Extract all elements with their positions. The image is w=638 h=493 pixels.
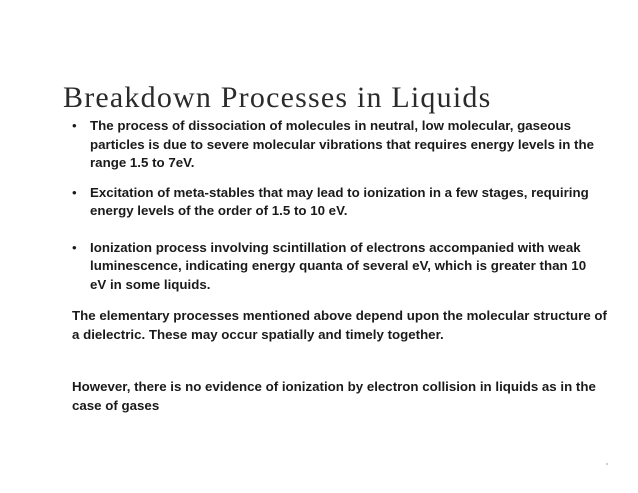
bullet-text: Ionization process involving scintillation of electrons accompanied with weak luminescence, indicating energy quanta of several eV, which is greater than 10 eV in some liquids. — [90, 239, 587, 292]
corner-mark — [606, 463, 608, 465]
bullet-marker: • — [72, 118, 77, 133]
bullet-item — [72, 184, 602, 221]
bullet-text: The process of dissociation of molecules in neutral, low molecular, gaseous particles is due to severe molecular vibrations that requires energy levels in the range 1.5 to 7eV. — [90, 118, 594, 170]
bullet-marker: • — [72, 239, 77, 255]
slide-title: Breakdown Processes in Liquids — [63, 81, 492, 114]
body-paragraph: However, there is no evidence of ionization by electron collision in liquids as in the case of gases — [72, 379, 596, 413]
bullet-text: Excitation of meta-stables that may lead to ionization in a few stages, requiring energy levels of the order of 1.5 to 10 eV. — [90, 184, 589, 218]
body-paragraph: The elementary processes mentioned above depend upon the molecular structure of a dielectric. These may occur spatially and timely together. — [72, 308, 607, 342]
bullet-item — [72, 117, 602, 173]
bullet-marker: • — [72, 184, 77, 200]
bullet-item — [72, 239, 602, 295]
bullet-list — [72, 117, 602, 294]
